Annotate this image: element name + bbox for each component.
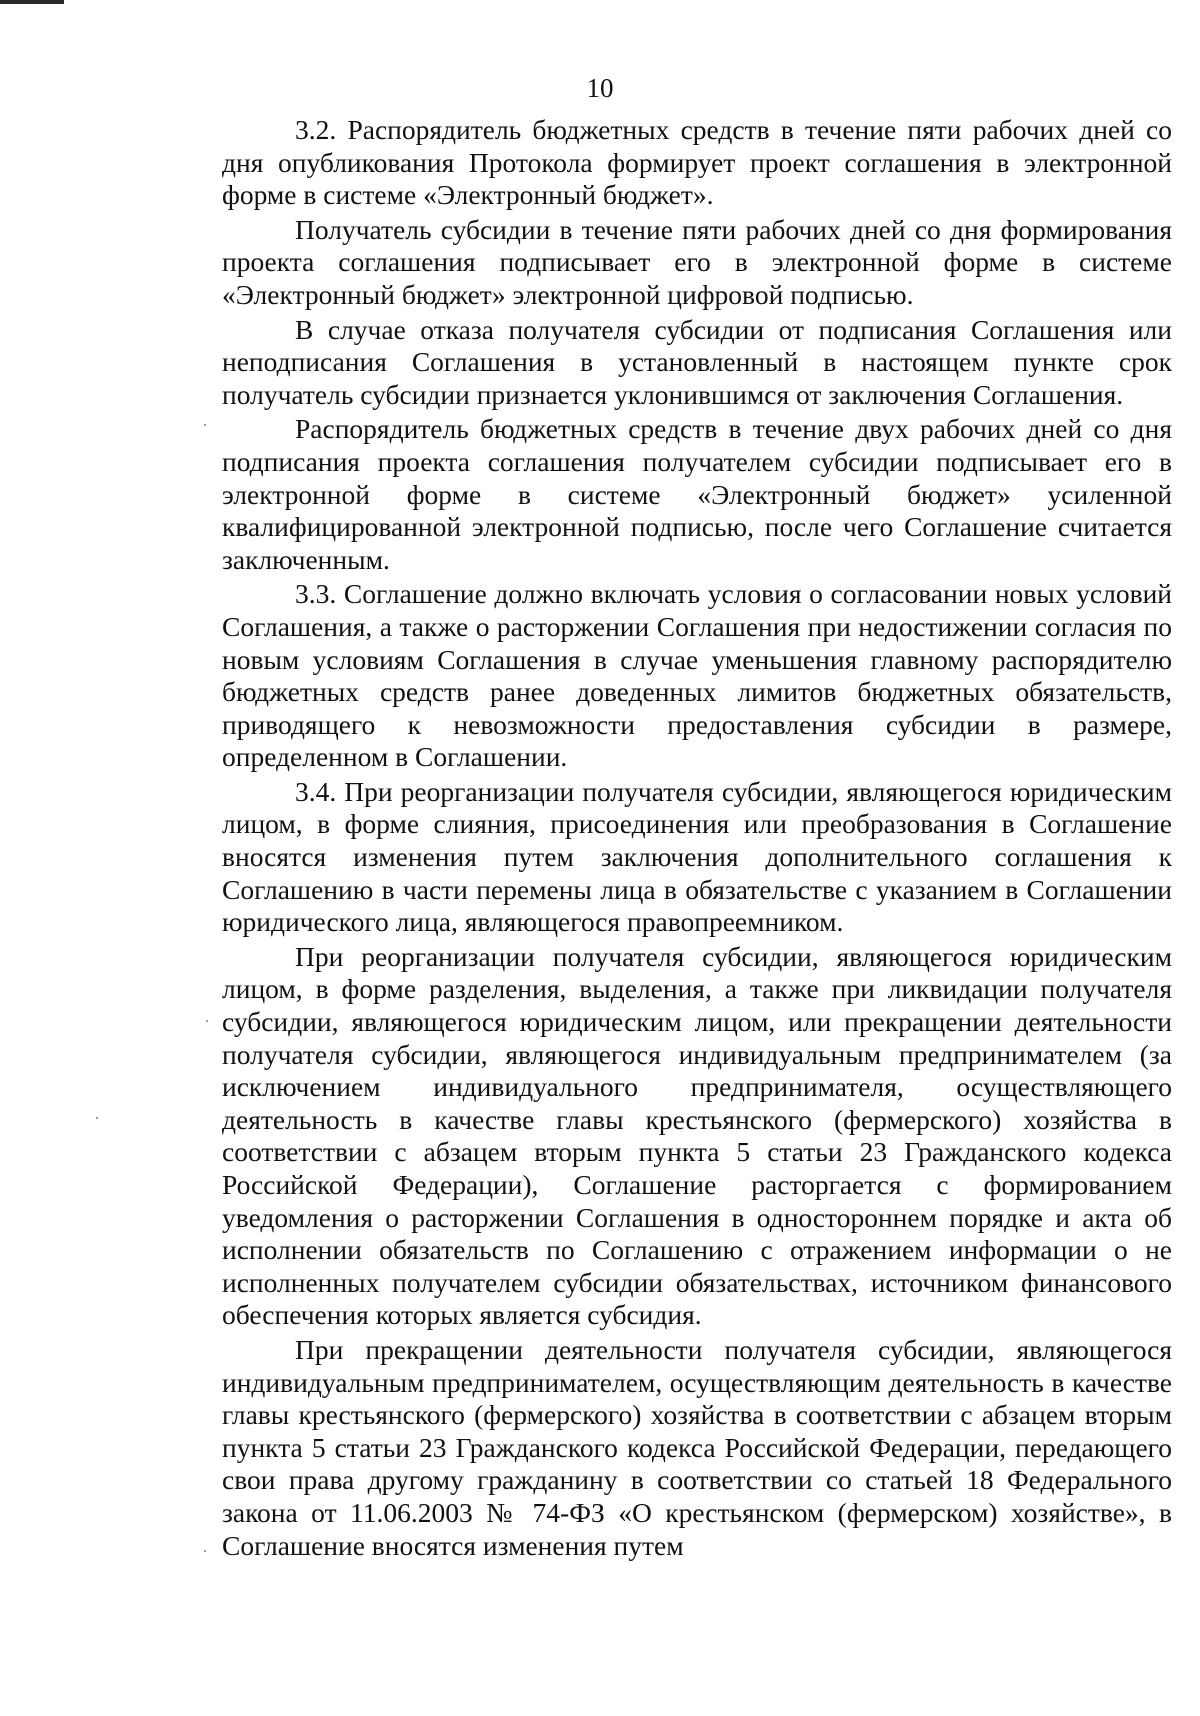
document-body [222,114,1172,1562]
paragraph-termination: При прекращении деятельности получателя субсидии, являющегося индивидуальным предпринимателем, осуществляющим деятельность в качестве главы крестьянского (фермерского) хозяйства в соответствии с абзацем вторым пункта 5 статьи 23 Гражданского кодекса Российской Федерации, передающего свои права другому гражданину в соответствии со статьей 18 Федерального закона от 11.06.2003 № 74-ФЗ «О крестьянском (фермерском) хозяйстве», в Соглашение вносятся изменения путем [222,1333,1172,1561]
paragraph-refusal: В случае отказа получателя субсидии от подписания Соглашения или неподписания Соглашения в установленный в настоящем пункте срок получатель субсидии признается уклонившимся от заключения Соглашения. [222,313,1172,410]
scan-corner-mark [0,0,64,4]
scan-speck [204,1550,206,1552]
paragraph-reorganization: При реорганизации получателя субсидии, являющегося юридическим лицом, в форме разделения, выделения, а также при ликвидации получателя субсидии, являющегося юридическим лицом, или прекращении деятельности получателя субсидии, являющегося индивидуальным предпринимателем (за исключением индивидуального предпринимателя, осуществляющего деятельность в качестве главы крестьянского (фермерского) хозяйства в соответствии с абзацем вторым пункта 5 статьи 23 Гражданского кодекса Российской Федерации), Соглашение расторгается с формированием уведомления о расторжении Соглашения в одностороннем порядке и акта об исполнении обязательств по Соглашению с отражением информации о не исполненных получателем субсидии обязательствах, источником финансового обеспечения которых является субсидия. [222,940,1172,1331]
paragraph-recipient-signing: Получатель субсидии в течение пяти рабочих дней со дня формирования проекта соглашения подписывает его в электронной форме в системе «Электронный бюджет» электронной цифровой подписью. [222,213,1172,310]
paragraph-distributor-signing: Распорядитель бюджетных средств в течение двух рабочих дней со дня подписания проекта соглашения получателем субсидии подписывает его в электронной форме в системе «Электронный бюджет» усиленной квалифицированной электронной подписью, после чего Соглашение считается заключенным. [222,413,1172,575]
page-number: 10 [586,73,614,103]
paragraph-3-3: 3.3. Соглашение должно включать условия о согласовании новых условий Соглашения, а также о расторжении Соглашения при недостижении согласия по новым условиям Соглашения в случае уменьшения главному распорядителю бюджетных средств ранее доведенных лимитов бюджетных обязательств, приводящего к невозможности предоставления субсидии в размере, определенном в Соглашении. [222,578,1172,773]
paragraph-3-4: 3.4. При реорганизации получателя субсидии, являющегося юридическим лицом, в форме слияния, присоединения или преобразования в Соглашение вносятся изменения путем заключения дополнительного соглашения к Соглашению в части перемены лица в обязательстве с указанием в Соглашении юридического лица, являющегося правопреемником. [222,775,1172,938]
paragraph-3-2: 3.2. Распорядитель бюджетных средств в течение пяти рабочих дней со дня опубликования Протокола формирует проект соглашения в электронной форме в системе «Электронный бюджет». [222,114,1172,211]
scan-speck [204,424,206,426]
scan-speck [206,1020,208,1022]
scan-speck [96,1117,98,1119]
